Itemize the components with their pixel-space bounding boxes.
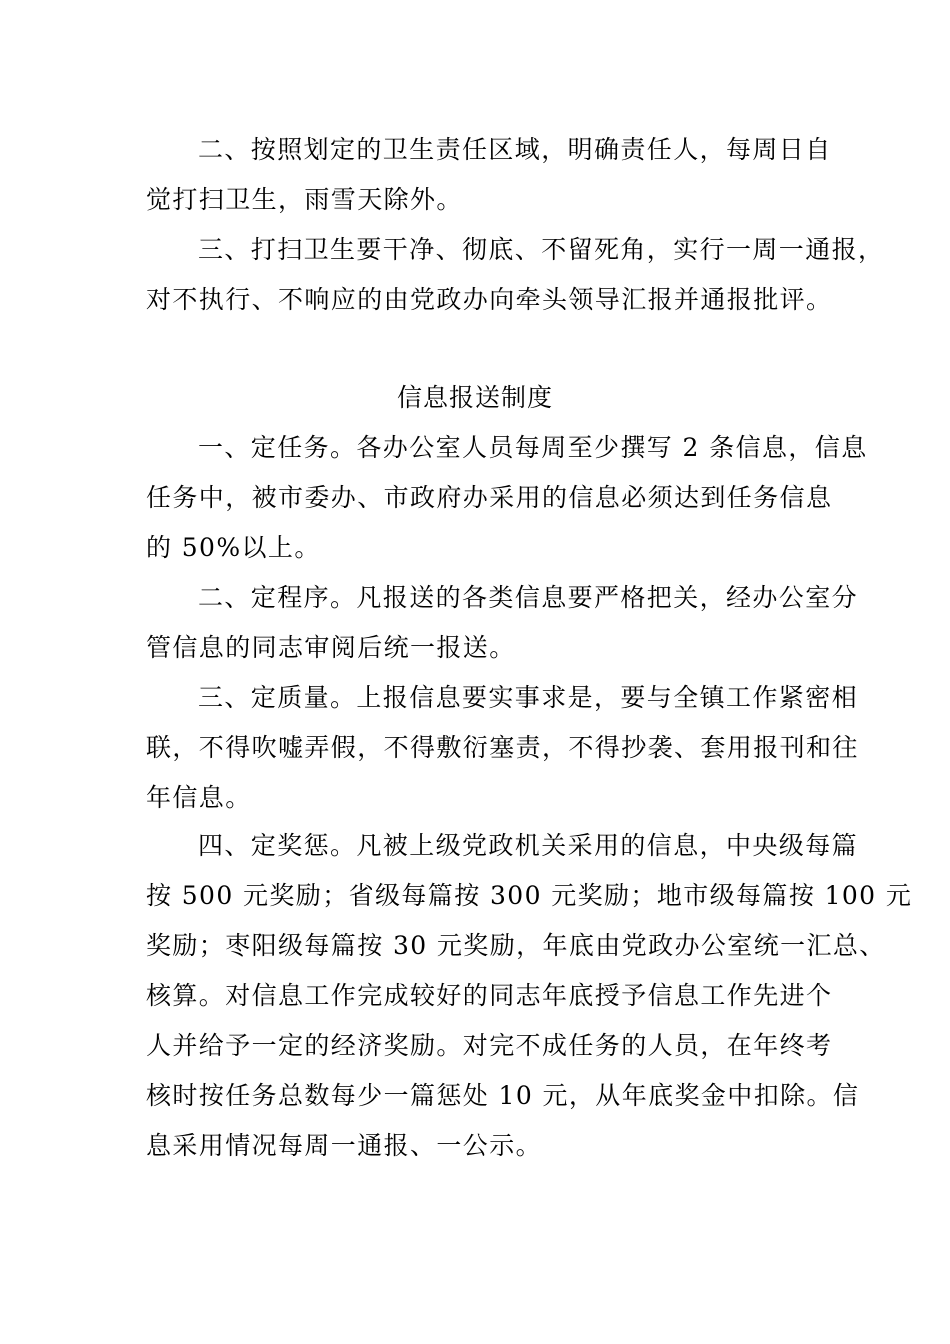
paragraph-line: 任务中，被市委办、市政府办采用的信息必须达到任务信息 — [146, 483, 833, 512]
paragraph-line: 人并给予一定的经济奖励。对完不成任务的人员，在年终考 — [146, 1031, 833, 1060]
paragraph-line: 二、定程序。凡报送的各类信息要严格把关，经办公室分 — [198, 583, 859, 612]
paragraph-line: 三、定质量。上报信息要实事求是，要与全镇工作紧密相 — [198, 683, 859, 712]
paragraph-line: 按 500 元奖励；省级每篇按 300 元奖励；地市级每篇按 100 元 — [146, 881, 913, 910]
paragraph-line: 年信息。 — [146, 783, 252, 812]
paragraph-line: 息采用情况每周一通报、一公示。 — [146, 1131, 543, 1160]
paragraph-line: 四、定奖惩。凡被上级党政机关采用的信息，中央级每篇 — [198, 831, 859, 860]
paragraph-line: 核算。对信息工作完成较好的同志年底授予信息工作先进个 — [146, 981, 833, 1010]
paragraph-line: 对不执行、不响应的由党政办向牵头领导汇报并通报批评。 — [146, 285, 833, 314]
paragraph-line: 奖励；枣阳级每篇按 30 元奖励，年底由党政办公室统一汇总、 — [146, 931, 886, 960]
paragraph-line: 核时按任务总数每少一篇惩处 10 元，从年底奖金中扣除。信 — [146, 1081, 860, 1110]
paragraph-line: 觉打扫卫生，雨雪天除外。 — [146, 185, 463, 214]
paragraph-line: 管信息的同志审阅后统一报送。 — [146, 633, 516, 662]
section-title: 信息报送制度 — [396, 383, 553, 412]
paragraph-line: 联，不得吹嘘弄假，不得敷衍塞责，不得抄袭、套用报刊和往 — [146, 733, 859, 762]
paragraph-line: 三、打扫卫生要干净、彻底、不留死角，实行一周一通报， — [198, 235, 885, 264]
paragraph-line: 一、定任务。各办公室人员每周至少撰写 2 条信息，信息 — [198, 433, 868, 462]
paragraph-line: 二、按照划定的卫生责任区域，明确责任人，每周日自 — [198, 135, 832, 164]
paragraph-line: 的 50%以上。 — [146, 533, 321, 562]
